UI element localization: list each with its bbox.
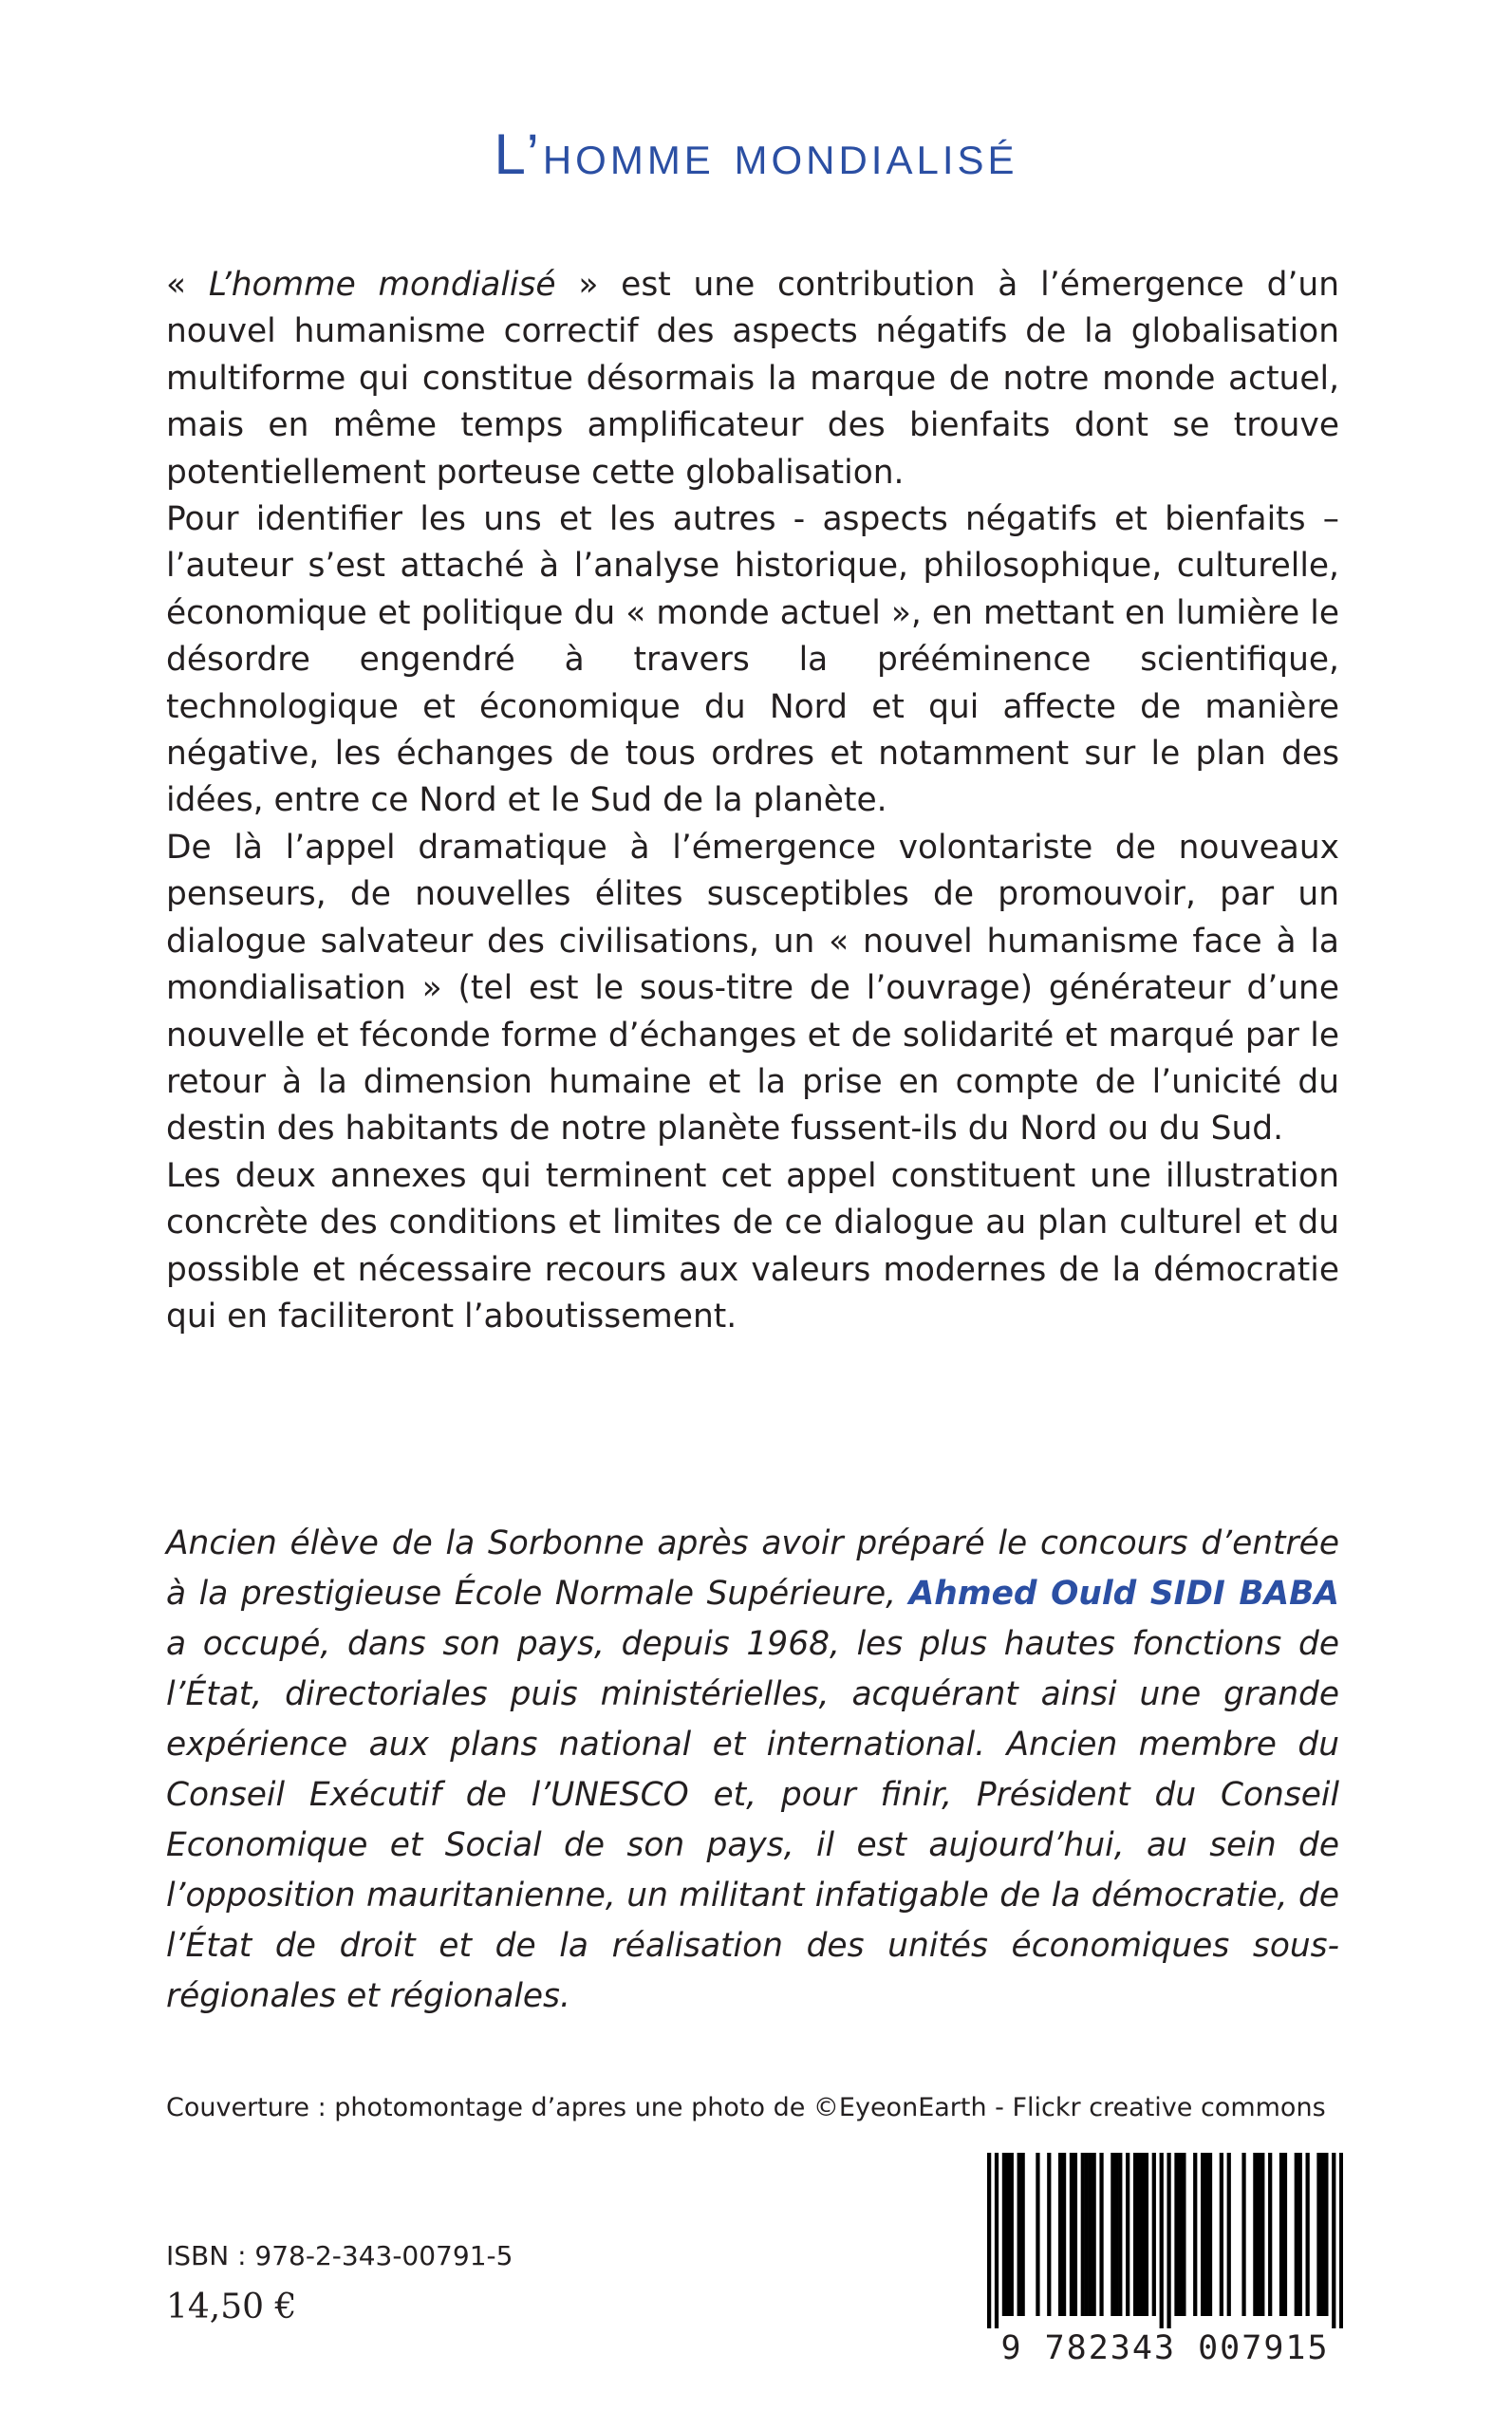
barcode-bar [1253, 2153, 1257, 2316]
barcode-bar [1182, 2153, 1185, 2316]
barcode-bar [1178, 2153, 1182, 2316]
barcode-bar [1201, 2153, 1204, 2316]
price: 14,50 € [166, 2288, 297, 2326]
barcode-bar [1089, 2153, 1092, 2316]
barcode-bar [1268, 2153, 1272, 2316]
barcode-bar [1174, 2153, 1178, 2316]
author-name: Ahmed Ould SIDI BABA [908, 1575, 1340, 1613]
barcode-bar [1295, 2153, 1298, 2316]
barcode-bar [1152, 2153, 1156, 2316]
barcode-bar [1193, 2153, 1197, 2316]
barcode-bar [1010, 2153, 1014, 2316]
barcode-bar [1316, 2153, 1320, 2316]
barcode-bar [1204, 2153, 1208, 2316]
barcode-bar [1092, 2153, 1096, 2316]
barcode-bar [995, 2153, 999, 2328]
barcode-bar [1227, 2153, 1231, 2316]
barcode-bar [1279, 2153, 1283, 2316]
summary-paragraph [166, 262, 1339, 496]
barcode-bar [1260, 2153, 1264, 2316]
quote-open: « [166, 266, 209, 304]
barcode-bar [1298, 2153, 1302, 2316]
barcode-bar [1306, 2153, 1310, 2316]
barcode-bars [987, 2153, 1343, 2328]
barcode-bar [1339, 2153, 1343, 2328]
barcode-bar [1137, 2153, 1141, 2316]
book-title-inline: L’homme mondialisé [208, 266, 556, 304]
summary-paragraph: De là l’appel dramatique à l’émergence volontariste de nouveaux penseurs, de nouvelles élites susceptibles de promouvoir, par un dialogue salvateur des civilisations, un « nouvel humanisme face à la mondialisation » (tel est le sous-titre de l’ouvrage) générateur d’une nouvelle et féconde forme d’échanges et de solidarité et marqué par le retour à la dimension humaine et la prise en compte de l’unicité du destin des habitants de notre planète fussent-ils du Nord ou du Sud. [166, 828, 1339, 1149]
barcode-bar [1099, 2153, 1103, 2316]
barcode-bar [1006, 2153, 1010, 2316]
barcode-bar [1070, 2153, 1073, 2316]
book-title: L’homme mondialisé [494, 122, 1018, 186]
barcode-bar [1141, 2153, 1145, 2316]
bio-text: a occupé, dans son pays, depuis 1968, les plus hautes fonctions de l’État, directoriales puis ministérielles, acquérant ainsi une grande expérience aux plans national et international. Ancien membre du Conseil Exécutif de l’UNESCO et, pour finir, Président du Conseil Economique et Social de son pays, il est aujourd’hui, au sein de l’opposition mauritanienne, un militant infatigable de la démocratie, de l’État de droit et de la réalisation des unités économiques sous-régionales et régionales. [166, 1625, 1339, 2015]
barcode-bar [1241, 2153, 1245, 2316]
barcode-bar [1133, 2153, 1137, 2316]
barcode-bar [987, 2153, 991, 2328]
barcode-bar [1320, 2153, 1324, 2316]
barcode-bar [1036, 2153, 1039, 2316]
barcode-bar [1021, 2153, 1025, 2316]
barcode-bar [1208, 2153, 1212, 2316]
barcode-bar [1062, 2153, 1066, 2316]
isbn: ISBN : 978-2-343-00791-5 [166, 2240, 513, 2271]
cover-credit: Couverture : photomontage d’apres une photo de ©EyeonEarth - Flickr creative commons [166, 2093, 1326, 2122]
barcode-digits: 9 782343 007915 [1000, 2329, 1330, 2367]
barcode-bar [1126, 2153, 1129, 2316]
summary-paragraph: Les deux annexes qui terminent cet appel constituent une illustration concrète des conditions et limites de ce dialogue au plan culturel et du possible et nécessaire recours aux valeurs modernes de la démocratie qui en faciliteront l’aboutissement. [166, 1156, 1339, 1336]
summary-paragraph: Pour identifier les uns et les autres - aspects négatifs et bienfaits – l’auteur s’est attaché à l’analyse historique, philosophique, culturelle, économique et politique du « monde actuel », en mettant en lumière le désordre engendré à travers la prééminence scientifique, technologique et économique du Nord et qui affecte de manière négative, les échanges de tous ordres et notamment sur le plan des idées, entre ce Nord et le Sud de la planète. [166, 500, 1339, 820]
barcode-bar [1111, 2153, 1114, 2316]
barcode-bar [1167, 2153, 1170, 2328]
author-bio [166, 1519, 1339, 2022]
barcode-icon [987, 2153, 1343, 2352]
barcode-bar [1114, 2153, 1118, 2316]
barcode-bar [1085, 2153, 1089, 2316]
summary-text: » est une contribution à l’émergence d’un nouvel humanisme correctif des aspects négatifs de la globalisation multiforme qui constitue désormais la marque de notre monde actuel, mais en même temps amplificateur des bienfaits dont se trouve potentiellement porteuse cette globalisation. [166, 266, 1339, 492]
barcode-bar [1160, 2153, 1164, 2328]
barcode-bar [1324, 2153, 1328, 2316]
barcode-bar [1283, 2153, 1287, 2316]
barcode-bar [1118, 2153, 1122, 2316]
barcode-bar [1017, 2153, 1021, 2316]
barcode-bar [1332, 2153, 1335, 2328]
barcode-bar [1073, 2153, 1077, 2316]
barcode-bar [1257, 2153, 1260, 2316]
bio-text: Ancien élève de la Sorbonne après avoir préparé le concours d’entrée à la prestigieuse École Normale Supérieure, [166, 1524, 1339, 1613]
barcode-bar [1002, 2153, 1006, 2316]
barcode-bar [1058, 2153, 1062, 2316]
barcode-bar [1145, 2153, 1148, 2316]
barcode-bar [1047, 2153, 1051, 2316]
book-summary [166, 262, 1339, 1340]
barcode-bar [1220, 2153, 1223, 2316]
barcode-bar [1081, 2153, 1085, 2316]
